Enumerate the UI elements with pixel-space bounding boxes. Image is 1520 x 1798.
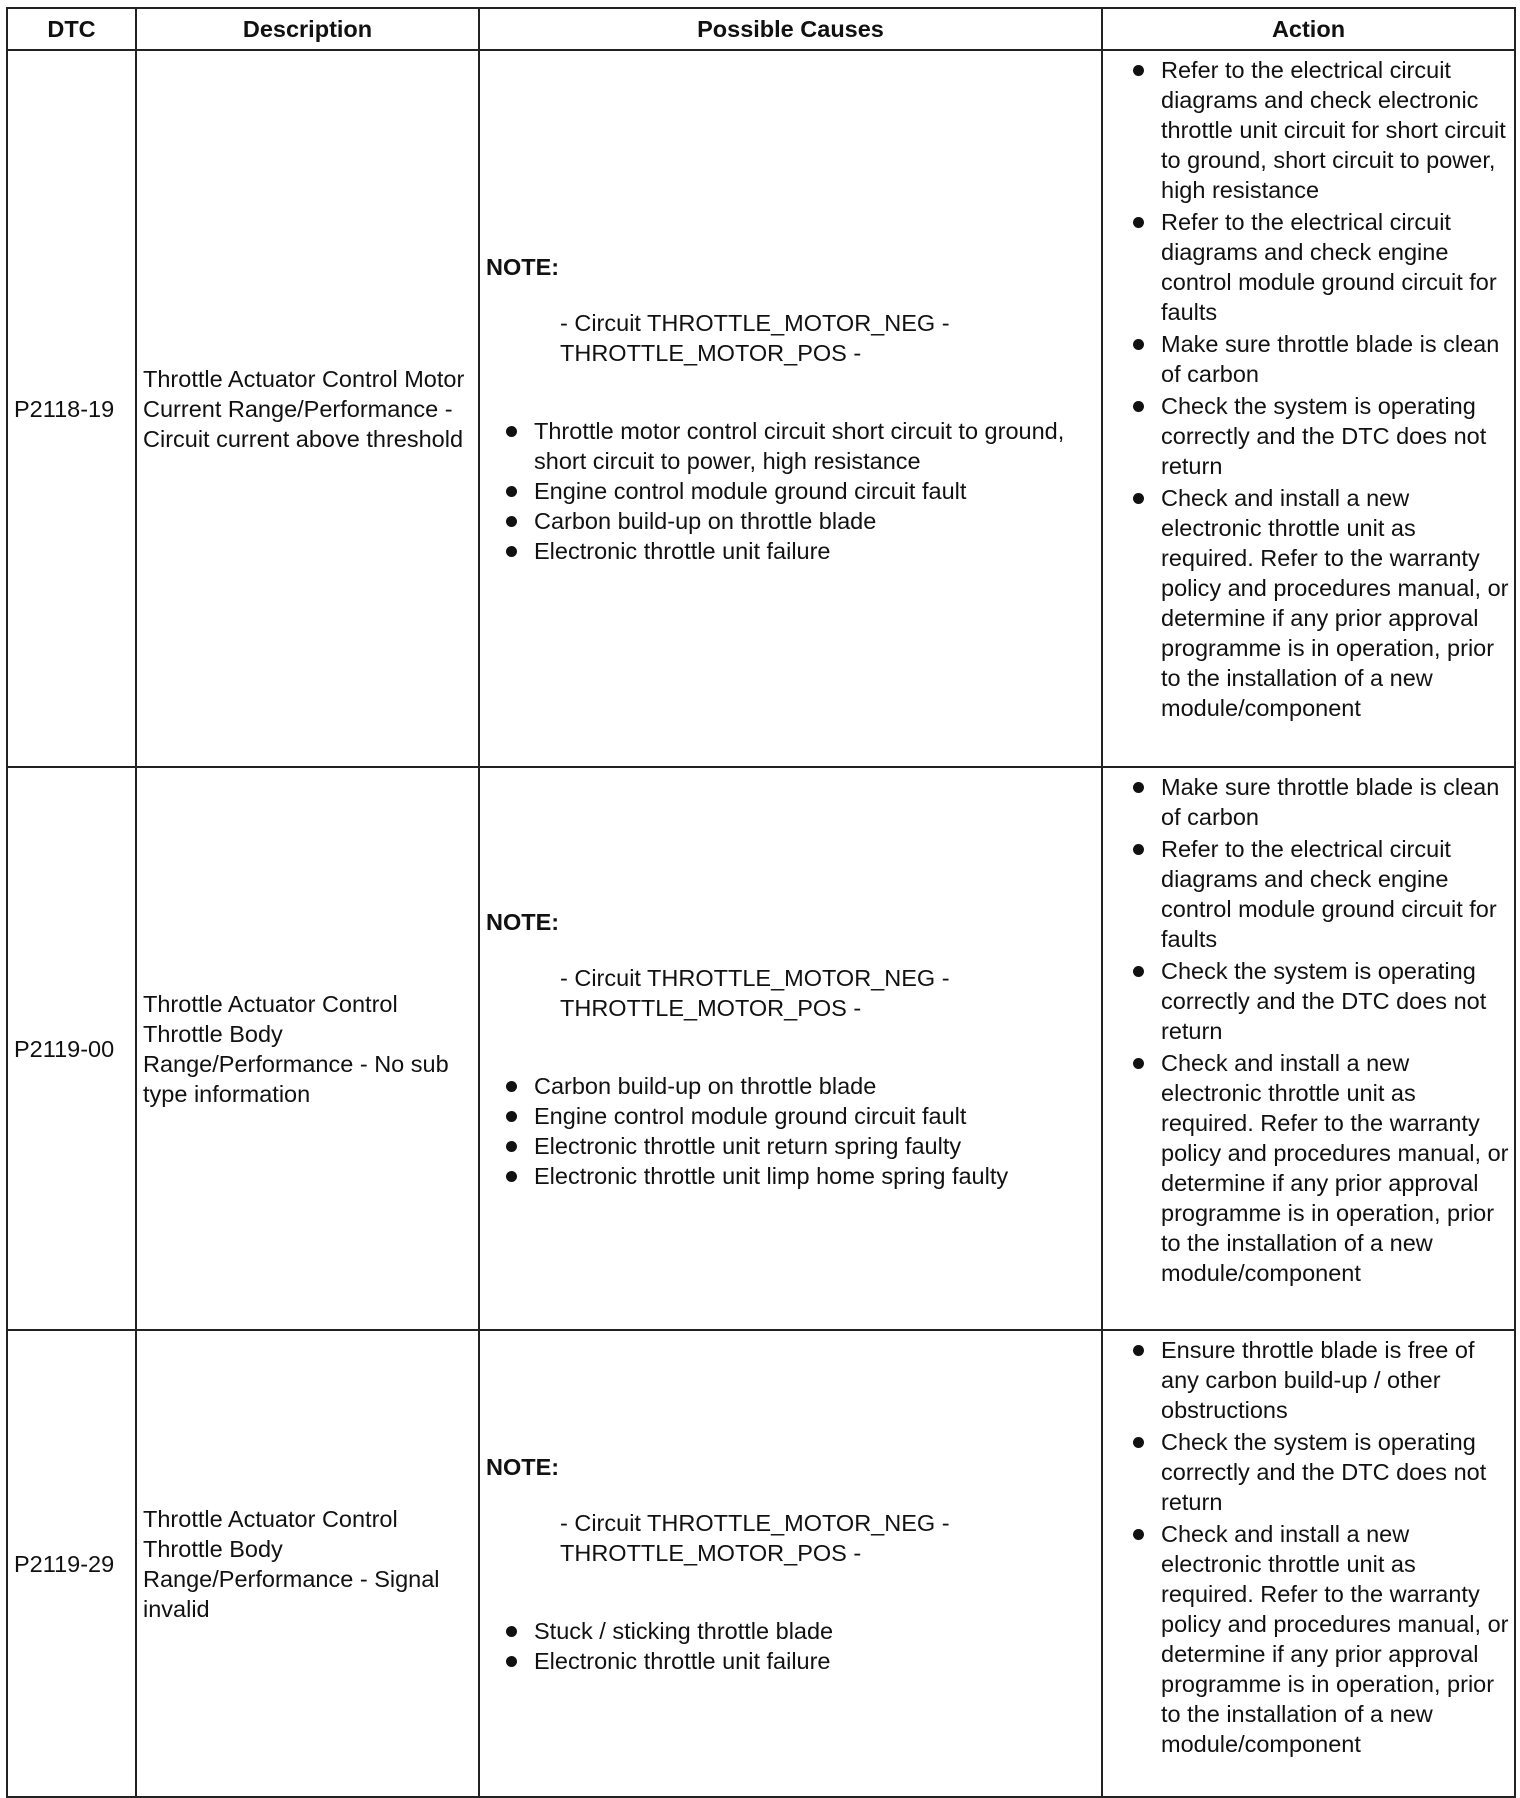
header-possible-causes: Possible Causes — [479, 8, 1102, 50]
circuit-note-line: - Circuit THROTTLE_MOTOR_NEG - — [560, 964, 950, 991]
causes-list — [486, 1071, 1095, 1191]
circuit-note-line: - Circuit THROTTLE_MOTOR_NEG - — [560, 1509, 950, 1536]
action-list — [1107, 772, 1510, 1288]
header-dtc: DTC — [7, 8, 136, 50]
circuit-note-line: - Circuit THROTTLE_MOTOR_NEG - — [560, 309, 950, 336]
cause-item: Electronic throttle unit failure — [486, 536, 1095, 566]
action-item: Check and install a new electronic throttle unit as required. Refer to the warranty policy and procedures manual, or determine if any prior approval programme is in operation, prior to the installation of a new module/component — [1107, 1048, 1510, 1288]
action-cell — [1102, 50, 1515, 767]
dtc-description: Throttle Actuator Control Throttle Body Range/Performance - No sub type information — [136, 767, 479, 1330]
action-item: Refer to the electrical circuit diagrams and check engine control module ground circuit for faults — [1107, 834, 1510, 954]
cause-item: Carbon build-up on throttle blade — [486, 506, 1095, 536]
note-label: NOTE: — [486, 908, 560, 935]
dtc-code: P2118-19 — [7, 50, 136, 767]
header-row — [7, 8, 1515, 50]
action-list — [1107, 1335, 1510, 1759]
action-item: Check the system is operating correctly and the DTC does not return — [1107, 1427, 1510, 1517]
dtc-description: Throttle Actuator Control Throttle Body Range/Performance - Signal invalid — [136, 1330, 479, 1797]
action-cell — [1102, 1330, 1515, 1797]
action-item: Make sure throttle blade is clean of carbon — [1107, 772, 1510, 832]
table-row — [7, 50, 1515, 767]
circuit-note-line: THROTTLE_MOTOR_POS - — [560, 1539, 862, 1566]
cause-item: Electronic throttle unit failure — [486, 1646, 1095, 1676]
action-item: Check the system is operating correctly and the DTC does not return — [1107, 391, 1510, 481]
cause-item: Engine control module ground circuit fault — [486, 1101, 1095, 1131]
circuit-note-line: THROTTLE_MOTOR_POS - — [560, 994, 862, 1021]
causes-list — [486, 1616, 1095, 1676]
circuit-note-line: THROTTLE_MOTOR_POS - — [560, 339, 862, 366]
action-item: Make sure throttle blade is clean of carbon — [1107, 329, 1510, 389]
action-item: Refer to the electrical circuit diagrams and check engine control module ground circuit for faults — [1107, 207, 1510, 327]
cause-item: Electronic throttle unit return spring faulty — [486, 1131, 1095, 1161]
dtc-table — [6, 7, 1516, 1798]
dtc-document — [6, 7, 1514, 1792]
action-item: Check the system is operating correctly and the DTC does not return — [1107, 956, 1510, 1046]
circuit-note — [560, 308, 1095, 368]
dtc-code: P2119-00 — [7, 767, 136, 1330]
header-description: Description — [136, 8, 479, 50]
possible-causes-cell — [479, 50, 1102, 767]
table-row — [7, 767, 1515, 1330]
circuit-note — [560, 963, 1095, 1023]
possible-causes-cell — [479, 1330, 1102, 1797]
action-item: Refer to the electrical circuit diagrams and check electronic throttle unit circuit for short circuit to ground, short circuit to power, high resistance — [1107, 55, 1510, 205]
causes-list — [486, 416, 1095, 566]
possible-causes-cell — [479, 767, 1102, 1330]
dtc-description: Throttle Actuator Control Motor Current Range/Performance - Circuit current above threshold — [136, 50, 479, 767]
action-item: Check and install a new electronic throttle unit as required. Refer to the warranty policy and procedures manual, or determine if any prior approval programme is in operation, prior to the installation of a new module/component — [1107, 483, 1510, 723]
note-label: NOTE: — [486, 1453, 560, 1480]
table-row — [7, 1330, 1515, 1797]
cause-item: Carbon build-up on throttle blade — [486, 1071, 1095, 1101]
note-label: NOTE: — [486, 253, 560, 280]
circuit-note — [560, 1508, 1095, 1568]
action-cell — [1102, 767, 1515, 1330]
cause-item: Engine control module ground circuit fault — [486, 476, 1095, 506]
dtc-code: P2119-29 — [7, 1330, 136, 1797]
header-action: Action — [1102, 8, 1515, 50]
cause-item: Throttle motor control circuit short circuit to ground, short circuit to power, high resistance — [486, 416, 1095, 476]
cause-item: Electronic throttle unit limp home spring faulty — [486, 1161, 1095, 1191]
action-item: Ensure throttle blade is free of any carbon build-up / other obstructions — [1107, 1335, 1510, 1425]
action-item: Check and install a new electronic throttle unit as required. Refer to the warranty policy and procedures manual, or determine if any prior approval programme is in operation, prior to the installation of a new module/component — [1107, 1519, 1510, 1759]
cause-item: Stuck / sticking throttle blade — [486, 1616, 1095, 1646]
action-list — [1107, 55, 1510, 723]
